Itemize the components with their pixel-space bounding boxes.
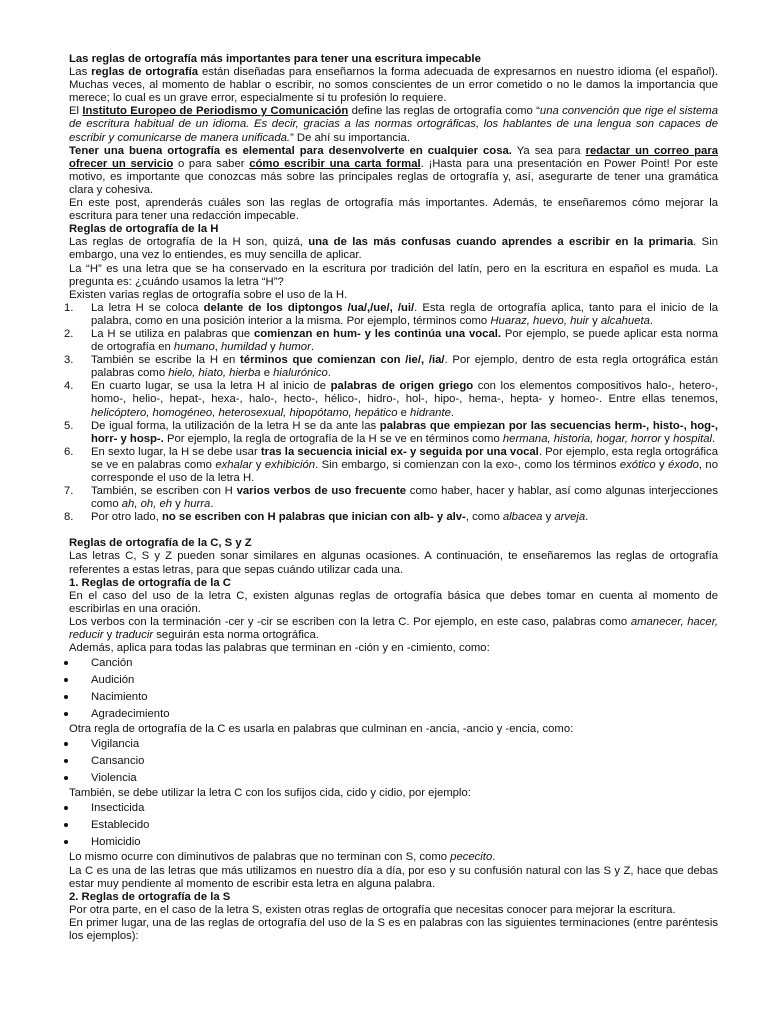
bullet-icon <box>64 678 68 682</box>
subheading-s: 2. Reglas de ortografía de la S <box>69 890 231 903</box>
c-paragraph-1: En el caso del uso de la letra C, existen algunas reglas de ortografía básica que debes tomar en cuenta al momento de escribirlas en una oración. <box>69 589 718 615</box>
c-paragraph-4: Otra regla de ortografía de la C es usarla en palabras que culminan en -ancia, -ancio y -encia, como: <box>69 723 574 736</box>
bullet-icon <box>64 759 68 763</box>
c-paragraph-2: Los verbos con la terminación -cer y -cir se escriben con la letra C. Por ejemplo, en este caso, palabras como amanecer, hacer, reducir y traducir seguirán esta norma ortográfica. <box>69 615 718 642</box>
bullet-icon <box>64 695 68 699</box>
s-paragraph-1: Por otra parte, en el caso de la letra S, existen otras reglas de ortografía que necesitas conocer para mejorar la escritura. <box>69 903 676 916</box>
list-item: 1. La letra H se coloca delante de los diptongos /ua/,/ue/, /ui/. Esta regla de ortografía aplica, tanto para el inicio de la palabra, como en una posición interior a la misma. Por ejemplo, términos como Huaraz, huevo, huir y alcahueta. <box>64 301 718 327</box>
bullet-icon <box>64 823 68 827</box>
list-item: 7. También, se escriben con H varios verbos de uso frecuente como haber, hacer y hablar, así como algunas interjecciones como ah, oh, eh y hurra. <box>64 485 718 511</box>
list-item: Audición <box>69 672 718 689</box>
bullet-icon <box>64 742 68 746</box>
bullet-icon <box>64 806 68 810</box>
intro-paragraph-1: Las reglas de ortografía están diseñadas para enseñarnos la forma adecuada de expresarnos en nuestro idioma (el español). Muchas veces, al momento de hablar o escribir, no somos conscientes de un error cometido o no le damos la importancia que merece; lo cual es un grave error, especialmente si tu profesión lo requiere. <box>69 66 718 105</box>
c-paragraph-3: Además, aplica para todas las palabras que terminan en -ción y en -cimiento, como: <box>69 642 490 655</box>
list-item: 8. Por otro lado, no se escriben con H palabras que inician con alb- y alv-, como albacea y arveja. <box>64 511 589 524</box>
list-item: Establecido <box>69 817 718 834</box>
list-item: Agradecimiento <box>69 706 718 723</box>
c-paragraph-5: También, se debe utilizar la letra C con los sufijos cida, cido y cidio, por ejemplo: <box>69 787 471 800</box>
bullet-icon <box>64 712 68 716</box>
h-paragraph-1: Las reglas de ortografía de la H son, quizá, una de las más confusas cuando aprendes a escribir en la primaria. Sin embargo, una vez lo entiendes, es muy sencilla de aplicar. <box>69 236 718 262</box>
list-item: Insecticida <box>69 800 718 817</box>
h-rules-list <box>64 301 719 525</box>
list-item: Violencia <box>69 770 718 787</box>
link-instituto-europeo[interactable]: Instituto Europeo de Periodismo y Comunicación <box>82 105 349 118</box>
intro-paragraph-4: En este post, aprenderás cuáles son las reglas de ortografía más importantes. Además, te enseñaremos cómo mejorar la escritura para tener una redacción impecable. <box>69 197 718 223</box>
link-redactar-correo[interactable]: redactar un correo para ofrecer un servicio <box>69 144 719 170</box>
list-item: Cansancio <box>69 753 718 770</box>
h-paragraph-3: Existen varias reglas de ortografía sobre el uso de la H. <box>69 288 348 301</box>
c-paragraph-6: Lo mismo ocurre con diminutivos de palabras que no terminan con S, como pececito. <box>69 851 496 864</box>
link-carta-formal[interactable]: cómo escribir una carta formal <box>249 157 421 170</box>
c-paragraph-7: La C es una de las letras que más utilizamos en nuestro día a día, por eso y su confusión natural con las S y Z, hace que debas estar muy pendiente al momento de escribir esta letra en alguna palabra. <box>69 864 718 890</box>
spacer <box>69 524 718 537</box>
list-item: 2. La H se utiliza en palabras que comienzan en hum- y les continúa una vocal. Por ejemplo, se puede aplicar esta norma de ortografía en humano, humildad y humor. <box>64 327 719 354</box>
csz-paragraph-1: Las letras C, S y Z pueden sonar similares en algunas ocasiones. A continuación, te enseñaremos las reglas de ortografía referentes a estas letras, para que sepas cuándo utilizar cada una. <box>69 550 718 576</box>
intro-paragraph-3: Tener una buena ortografía es elemental para desenvolverte en cualquier cosa. Ya sea para redactar un correo para ofrecer un servicio o para saber cómo escribir una carta formal. ¡Hasta para una presentación en Power Point! Por este motivo, es importante que conozcas más sobre las principales reglas de ortografía y, así, asegurarte de tener una gramática clara y cohesiva. <box>69 144 719 196</box>
list-item: Nacimiento <box>69 689 718 706</box>
s-paragraph-2: En primer lugar, una de las reglas de ortografía del uso de la S es en palabras con las siguientes terminaciones (entre paréntesis los ejemplos): <box>69 916 718 942</box>
list-item: 6. En sexto lugar, la H se debe usar tras la secuencia inicial ex- y seguida por una vocal. Por ejemplo, esta regla ortográfica se ve en palabras como exhalar y exhibición. Sin embargo, si comienzan con la exo-, como los términos exótico y éxodo, no corresponde el uso de la letra H. <box>64 445 718 484</box>
bullet-icon <box>64 661 68 665</box>
c-cida-list <box>69 800 718 851</box>
section-heading-csz: Reglas de ortografía de la C, S y Z <box>69 537 252 550</box>
list-item: Canción <box>69 655 718 672</box>
list-item: 4. En cuarto lugar, se usa la letra H al inicio de palabras de origen griego con los elementos compositivos halo-, hetero-, homo-, helio-, hepat-, hexa-, halo-, hecto-, hélico-, hidro-, hol-, hipo-, hema-, hepta- y homeo-. Entre ellas tenemos, helicóptero, homogéneo, heterosexual, hipopótamo, hepático e hidrante. <box>64 380 719 419</box>
section-heading-h: Reglas de ortografía de la H <box>69 223 219 236</box>
bullet-icon <box>64 840 68 844</box>
document-title: Las reglas de ortografía más importantes para tener una escritura impecable <box>69 53 481 65</box>
c-cion-list <box>69 655 718 723</box>
h-paragraph-2: La “H” es una letra que se ha conservado en la escritura por tradición del latín, pero en la escritura en español es muda. La pregunta es: ¿cuándo usamos la letra “H”? <box>69 262 718 288</box>
subheading-c: 1. Reglas de ortografía de la C <box>69 576 231 589</box>
list-item: Vigilancia <box>69 736 718 753</box>
c-ancia-list <box>69 736 718 787</box>
list-item: 5. De igual forma, la utilización de la letra H se da ante las palabras que empiezan por las secuencias herm-, histo-, hog-, horr- y hosp-. Por ejemplo, la regla de ortografía de la H se ve en términos como hermana, historia, hogar, horror y hospital. <box>64 419 718 445</box>
list-item: Homicidio <box>69 834 718 851</box>
intro-paragraph-2: El Instituto Europeo de Periodismo y Comunicación define las reglas de ortografía como “una convención que rige el sistema de escritura habitual de un idioma. Es decir, gracias a las normas ortográficas, los hablantes de una lengua son capaces de escribir y comunicarse de manera unificada.” De ahí su importancia. <box>69 105 719 144</box>
list-item: 3. También se escribe la H en términos que comienzan con /ie/, /ia/. Por ejemplo, dentro de esta regla ortográfica están palabras como hielo, hiato, hierba e hialurónico. <box>64 354 718 380</box>
bullet-icon <box>64 776 68 780</box>
